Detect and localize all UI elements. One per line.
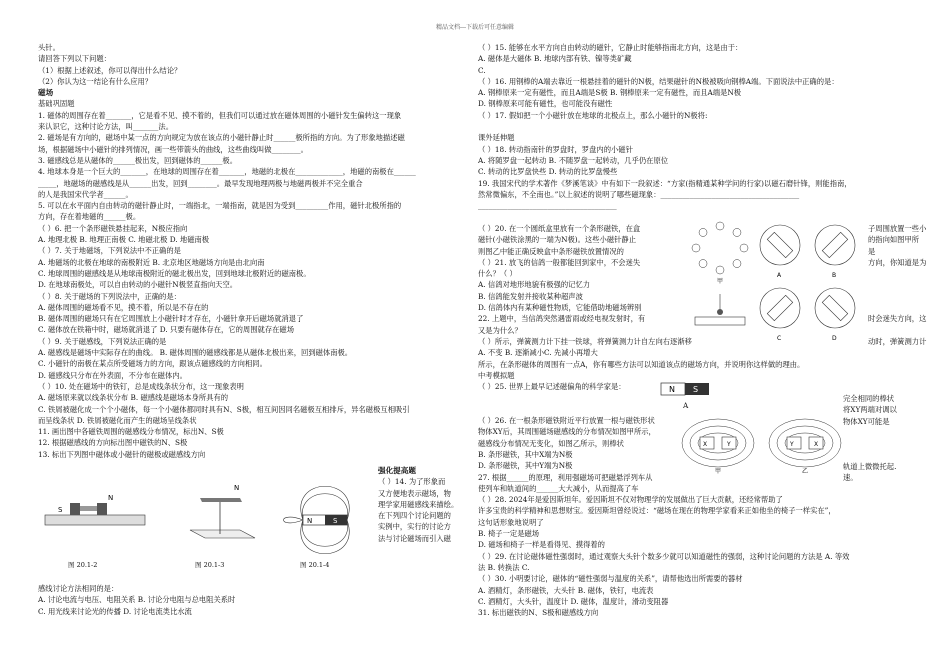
left-lines-line: （ ）9. 关于磁感线，下列说法正确的是 — [38, 336, 167, 346]
right-lines-line: 课外延伸题 — [478, 133, 515, 143]
right-lines-b-line: （ ）26. 在一根条形磁铁附近平行放置一根与磁铁形状 — [478, 416, 655, 426]
right-side-texts-line — [868, 325, 926, 336]
left-lines-line: 来认识它，这种讨论方法，叫_______法。 — [38, 122, 173, 132]
opt-a: A — [777, 272, 782, 279]
yi-x: Y — [790, 441, 794, 448]
right-lines-b-line: 又是为什么？ — [478, 325, 522, 335]
left-lines-line: A. 地理北极 B. 地理正南极 C. 地磁北极 D. 地磁南极 — [38, 235, 210, 245]
figure-20-1-4 — [275, 480, 375, 560]
right-lines-line — [478, 121, 918, 132]
right-lines-b-line: 使列车和轨道间的______大大减小，从而提高了车 — [478, 483, 639, 493]
yi-label: 乙 — [802, 468, 809, 475]
right-side-texts-line — [868, 291, 926, 302]
left-lines-line: （ ）6. 把一个条形磁铁悬挂起来，N极应指向 — [38, 223, 188, 233]
page-header: 精品文档---下载后可任意编辑 — [435, 24, 515, 31]
point-a: A — [683, 401, 689, 410]
left-lines-line: D. 磁感线只分布在外表面，不分布在磁体内。 — [38, 370, 187, 380]
right-side-b-line — [843, 438, 897, 449]
compass-needle — [733, 260, 741, 268]
right-lines-b-line: 则图乙中能正确反映盒中条形磁铁放置情况的 — [478, 246, 624, 256]
opt-d: D — [832, 335, 837, 342]
side-box-line: 理学家用磁感线来描绘。 — [378, 499, 459, 509]
right-lines-b-line: B. 椅子一定是磁场 — [478, 529, 540, 539]
right-side-b-line: 将XY两端对调以 — [843, 405, 897, 415]
fig-label-n3: N — [307, 517, 313, 525]
right-lines-b-line: （ ）20. 在一个圆纸盒里放有一个条形磁铁，在盒 — [478, 224, 641, 233]
right-side-b-line: 轨道上微微托起. — [843, 461, 897, 471]
right-lines-b-line: 许多宝贵的科学精神和思想财宝。爱因斯坦曾经说过：“磁场在现在的物理学家看来正如他坐的椅子一样实在”， — [478, 506, 836, 516]
right-side-texts-line: 的指向如图甲所 — [868, 235, 920, 245]
right-lines-b-line: B. 信鸽能发射并接收某种超声波 — [478, 291, 583, 301]
bottom-lines-line: 感线讨论方法相同的是： — [38, 584, 119, 593]
figure-20-1-3 — [170, 480, 260, 550]
jia-label: 甲 — [715, 468, 722, 475]
bottom-lines-line: A. 讨论电流与电压、电阻关系 B. 讨论分电阻与总电阻关系时 — [38, 595, 236, 605]
right-side-texts-line: 时会迷失方向，这 — [868, 314, 927, 324]
left-lines-line: 而呈线条状 D. 铁屑被磁化而产生的磁场呈线条状 — [38, 415, 197, 425]
right-lines-b-line: A. 信鸽对地形地貌有极强的记忆力 — [478, 280, 591, 290]
side-box-line: 实例中，实行的讨论方 — [378, 522, 451, 532]
right-lines-b-line: 法 B. 转换法 C. — [478, 562, 530, 572]
left-lines-line: （1）根据上述叙述，你可以得出什么结论？ — [38, 65, 182, 75]
right-lines-b-line: （ ）25. 世界上最早记述磁偏角的科学家是： — [478, 382, 626, 392]
left-lines-line: A. 磁感线是磁场中实际存在的曲线。 B. 磁体周围的磁感线都是从磁体北极出来，回到磁体南极。 — [38, 348, 353, 358]
side-box — [378, 465, 468, 544]
right-lines-b-line: （ ）28. 2024年是爱因斯坦年。爱因斯坦不仅对物理学的发展做出了巨大贡献，还经常帮助了 — [478, 495, 783, 505]
right-lines-line: （ ）18. 转动指南针的罗盘时，罗盘内的小磁针 — [478, 144, 633, 154]
left-lines-line: 基础巩固题 — [38, 99, 75, 109]
right-side-b-line — [843, 449, 897, 460]
left-lines-line: D. 在地球南极处，可以自由转动的小磁针N极竖直指向天空。 — [38, 280, 238, 290]
side-box-line: 又方便地表示磁场，物 — [378, 488, 451, 498]
left-lines-line: （ ）8. 关于磁场的下列说法中，正确的是： — [38, 291, 181, 301]
left-lines-line: A. 地磁场的北极在地球的南极附近 B. 北京地区地磁场方向是由北向南 — [38, 257, 265, 267]
left-lines-line: 5. 可以在水平面内自由转动的磁针静止时，一端指北，一端指南，就是因为受到_________作用，磁针北极所指的 — [38, 201, 402, 211]
right-lines-b-line: 什么？（ ） — [478, 269, 517, 279]
opt-c: C — [777, 335, 782, 342]
yi-y: X — [814, 441, 819, 448]
right-lines-line: C. — [478, 65, 486, 75]
left-lines-line: 头针。 — [38, 43, 60, 52]
left-lines-line: 3. 磁感线总是从磁体的______极出发，回到磁体的______极。 — [38, 155, 237, 165]
side-box-line: 法与讨论磁场而引入磁 — [378, 533, 451, 543]
right-lines-b-line: 这句话形象地说明了 — [478, 517, 544, 527]
caption-20-1-3: 图 20.1-3 — [195, 561, 225, 569]
left-lines-line: C. 小磁针的南极在某点所受磁场力的方向，跟该点磁感线的方向相同。 — [38, 359, 267, 369]
left-lines-line: 场，根据磁场中小磁针的排列情况，画一些带箭头的曲线，这些曲线叫做________。 — [38, 144, 308, 154]
left-lines-line: 13. 标出下列图中磁体或小磁针的磁极或磁感线方向 — [38, 449, 206, 459]
left-lines-line: 请回答下列以下问题： — [38, 54, 111, 64]
left-lines-line: 方向，存在着地磁的______极。 — [38, 212, 141, 222]
right-side-b-line: 完全相同的棒状 — [843, 394, 895, 403]
right-side-texts-b — [843, 393, 897, 483]
fig-label-s3: S — [333, 517, 338, 525]
right-lines-line: A. 钢棒原来一定有磁性，而且A端是S极 B. 钢棒原来一定有磁性，而且A端是N极 — [478, 88, 742, 98]
right-side-texts-line: 方向，你知道是为 — [868, 257, 927, 267]
right-side-texts — [868, 223, 926, 347]
compass-needle — [692, 244, 700, 252]
right-lines-b-line: A. 不变 B. 逐渐减小C. 先减小再增大 — [478, 348, 598, 358]
point-a-label — [683, 400, 688, 411]
right-side-texts-line — [868, 279, 926, 290]
side-title: 强化提高题 — [378, 466, 416, 475]
left-lines-line: 1. 磁体的周围存在着_______，它是看不见、摸不着的，但我们可以通过放在磁体周围的小磁针发生偏转这一现象 — [38, 110, 402, 120]
right-lines-b-line: D. 磁场和椅子一样是看得见、摸得着的 — [478, 540, 605, 550]
right-lines-b-line: 27. 根据______的原理，利用强磁场可把磁悬浮列车从 — [478, 472, 653, 482]
right-side-texts-line — [868, 268, 926, 279]
figure-magnet-ns — [660, 382, 710, 396]
left-lines-line: 11. 画出图中各磁铁周围的磁感线分布情况，标出N、S极 — [38, 427, 224, 437]
right-lines-b-line: （ ）30. 小明要讨论，磁体的“磁性强弱与温度的关系”，请帮他选出所需要的器材 — [478, 574, 743, 584]
right-lines-line: 19. 我国宋代的学术著作《梦溪笔谈》中有如下一段叙述：“方家(指精通某种学问的行家)以磁石磨针锋，则能指南， — [478, 178, 852, 188]
left-lines-line: 12. 根据磁感线的方向标出图中磁铁的N、S极 — [38, 438, 188, 448]
jia-y: Y — [727, 441, 731, 448]
figure-field-jia — [678, 415, 758, 475]
left-lines-line: （ ）10. 处在磁场中的铁钉，总是成线条状分布，这一现象表明 — [38, 381, 244, 391]
compass-needle — [740, 244, 748, 252]
right-lines-b-line: 31. 标出磁铁的N、S极和磁感线方向 — [478, 608, 599, 618]
right-lines-b-line: A. 酒精灯，条形磁铁，大头针 B. 磁体，铁钉，电流表 — [478, 585, 654, 595]
left-lines-line: 2. 磁场是有方向的，磁场中某一点的方向规定为放在该点的小磁针静止时______极所指的方向。为了形象地描述磁 — [38, 133, 405, 143]
right-lines-line: D. 钢棒原来可能有磁性，也可能没有磁性 — [478, 99, 613, 109]
left-lines-line: 的人是我国宋代学者______。 — [38, 189, 133, 199]
left-lines-line: _____，地磁场的磁感线是从______出发，回到________。最早发现地理两极与地磁两极并不完全重合 — [38, 178, 363, 188]
left-lines-line: A. 磁体周围的磁场看不见，摸不着，所以是不存在的 — [38, 302, 209, 312]
compass-needle — [699, 260, 707, 268]
compass-needle — [733, 228, 741, 236]
left-lines-line: 磁场 — [38, 88, 54, 98]
opt-b: B — [832, 272, 837, 279]
right-side-texts-line: 动时，弹簧测力计 — [868, 336, 927, 346]
right-side-texts-line: 是 — [868, 246, 876, 256]
left-lines-line: C. 磁体放在铁箱中时，磁场就消退了 D. 只要有磁体存在，它的周围就存在磁场 — [38, 325, 295, 335]
right-lines-b-line: （ ）所示，弹簧测力计下挂一铁球，将弹簧测力计自左向右逐渐移 — [478, 336, 692, 346]
left-lines-line: A. 磁场原来就以线条状分布 B. 磁感线是磁场本身所具有的 — [38, 393, 229, 403]
left-lines-line: B. 磁体周围的磁场只有在它周围放上小磁针时才存在，小磁针拿开后磁场就消退了 — [38, 314, 304, 324]
left-lines-line: C. 地球周围的磁感线是从地球南极附近的磁北极出发，回到地球北极附近的磁南极。 — [38, 268, 311, 278]
right-lines-line: （ ）17. 假如把一个小磁针放在地球的北极点上，那么小磁针的N极将: — [478, 110, 708, 120]
fig-label-n: N — [108, 494, 114, 502]
fig-label-n2: N — [234, 484, 240, 492]
right-side-texts-line — [868, 302, 926, 313]
right-side-texts-line: 子周围放置一些小 — [868, 224, 927, 233]
figure-options-cd — [755, 283, 865, 343]
compass-needle — [716, 222, 724, 230]
right-lines-line: （ ）15. 能够在水平方向自由转动的磁针，它静止时能够指南北方向，这是由于： — [478, 43, 743, 52]
left-lines-line: （2）你认为这一结论有什么应用？ — [38, 76, 153, 86]
left-lines-line: 4. 地球本身是一个巨大的_______，在地球的周围存在着_______，地磁的北极在_____________，地磁的南极在______ — [38, 167, 416, 177]
right-lines-line: （ ）16. 用钢棒的A端去靠近一根悬挂着的磁针的N极，结果磁针的N极被吸向钢棒A端。下面说法中正确的是： — [478, 76, 839, 86]
figure-field-yi — [765, 415, 845, 475]
right-lines-line: ______________________________________ — [478, 201, 617, 211]
left-lines-line: C. 铁屑被磁化成一个个小磁体，每一个小磁体都同时具有N、S极，相互间因同名磁极互相排斥，异名磁极互相吸引 — [38, 404, 410, 414]
mag-n: N — [669, 385, 675, 394]
left-lines-line: （ ）7. 关于地磁场，下列说法中不正确的是 — [38, 246, 181, 256]
caption-20-1-2: 图 20.1-2 — [68, 561, 98, 569]
side-box-line: （ ）14. 为了形象而 — [378, 477, 446, 487]
right-lines-b-line: D. 信鸽体内有某种磁性物质，它能借助地磁场辨别 — [478, 303, 642, 313]
right-lines-line: 然常微偏东，不全南也。”以上叙述的说明了哪些磁现象：______________________________________ — [478, 189, 800, 199]
right-side-b-line: 速。 — [843, 473, 858, 483]
right-lines-b-line: B. 条形磁铁，其中X端为N极 — [478, 449, 573, 459]
left-column — [38, 42, 468, 460]
mag-s: S — [693, 385, 699, 394]
compass-needle — [699, 228, 707, 236]
caption-20-1-4: 图 20.1-4 — [300, 561, 330, 569]
right-lines-b-line: 中考模拟题 — [478, 370, 515, 380]
right-lines-line: C. 转动的比罗盘快些 D. 转动的比罗盘慢些 — [478, 167, 618, 177]
figure-compass-ring — [685, 220, 755, 285]
right-lines-b-line: 所示，在条形磁体的周围有一点A，你有哪些方法可以知道该点的磁场方向，并说明你这样做的理由。 — [478, 359, 805, 369]
right-side-b-line: 物体XY可能是 — [843, 416, 890, 426]
right-lines-b-line: 物体XY后，其周围磁场磁感线的分布情况如图甲所示， — [478, 427, 656, 437]
compass-needle — [716, 266, 724, 274]
jia-x: X — [703, 441, 708, 448]
right-lines-b-line: （ ）21. 放飞的信鸽一般都能回到家中，不会迷失 — [478, 257, 641, 267]
right-lines-b-line: C. 酒精灯，大头针，温度计 D. 磁体，温度计，滑动变阻器 — [478, 596, 669, 606]
fig-label-s: S — [58, 506, 63, 514]
right-lines-b-line: 22. 上题中，当信鸽突然遇雷雨或经电视发射时，有 — [478, 314, 646, 324]
right-column — [478, 42, 918, 211]
figure-20-1-2 — [40, 480, 150, 540]
fig-label-jia: 甲 — [717, 278, 724, 285]
right-lines-b-line: （ ）29. 在讨论磁体磁性强弱时，通过观察大头针个数多少就可以知道磁性的强弱，这种讨论问题的方法是 A. 等效 — [478, 551, 850, 561]
figure-spring-scale — [690, 292, 750, 332]
figure-options-ab — [755, 220, 865, 280]
right-lines-line: A. 磁体是大磁体 B. 地球内部有铁、镍等类矿藏 — [478, 54, 632, 64]
right-lines-line: A. 将随罗盘一起转动 B. 不随罗盘一起转动，几乎仍在原位 — [478, 155, 669, 165]
right-lines-b-line: D. 条形磁铁，其中Y端为N极 — [478, 461, 573, 471]
right-lines-b-line: 磁感线分布情况无变化，如图乙所示，则棒状 — [478, 438, 624, 448]
bottom-lines-line: C. 用光线来讨论光的传播 D. 讨论电流类比水流 — [38, 606, 192, 616]
right-side-b-line — [843, 427, 897, 438]
right-lines-b-line: 磁针(小磁铁涂黑的一端为N极)。这些小磁针静止 — [478, 235, 637, 245]
side-box-line: 在下列四个讨论问题的 — [378, 511, 451, 521]
left-bottom — [38, 583, 468, 617]
